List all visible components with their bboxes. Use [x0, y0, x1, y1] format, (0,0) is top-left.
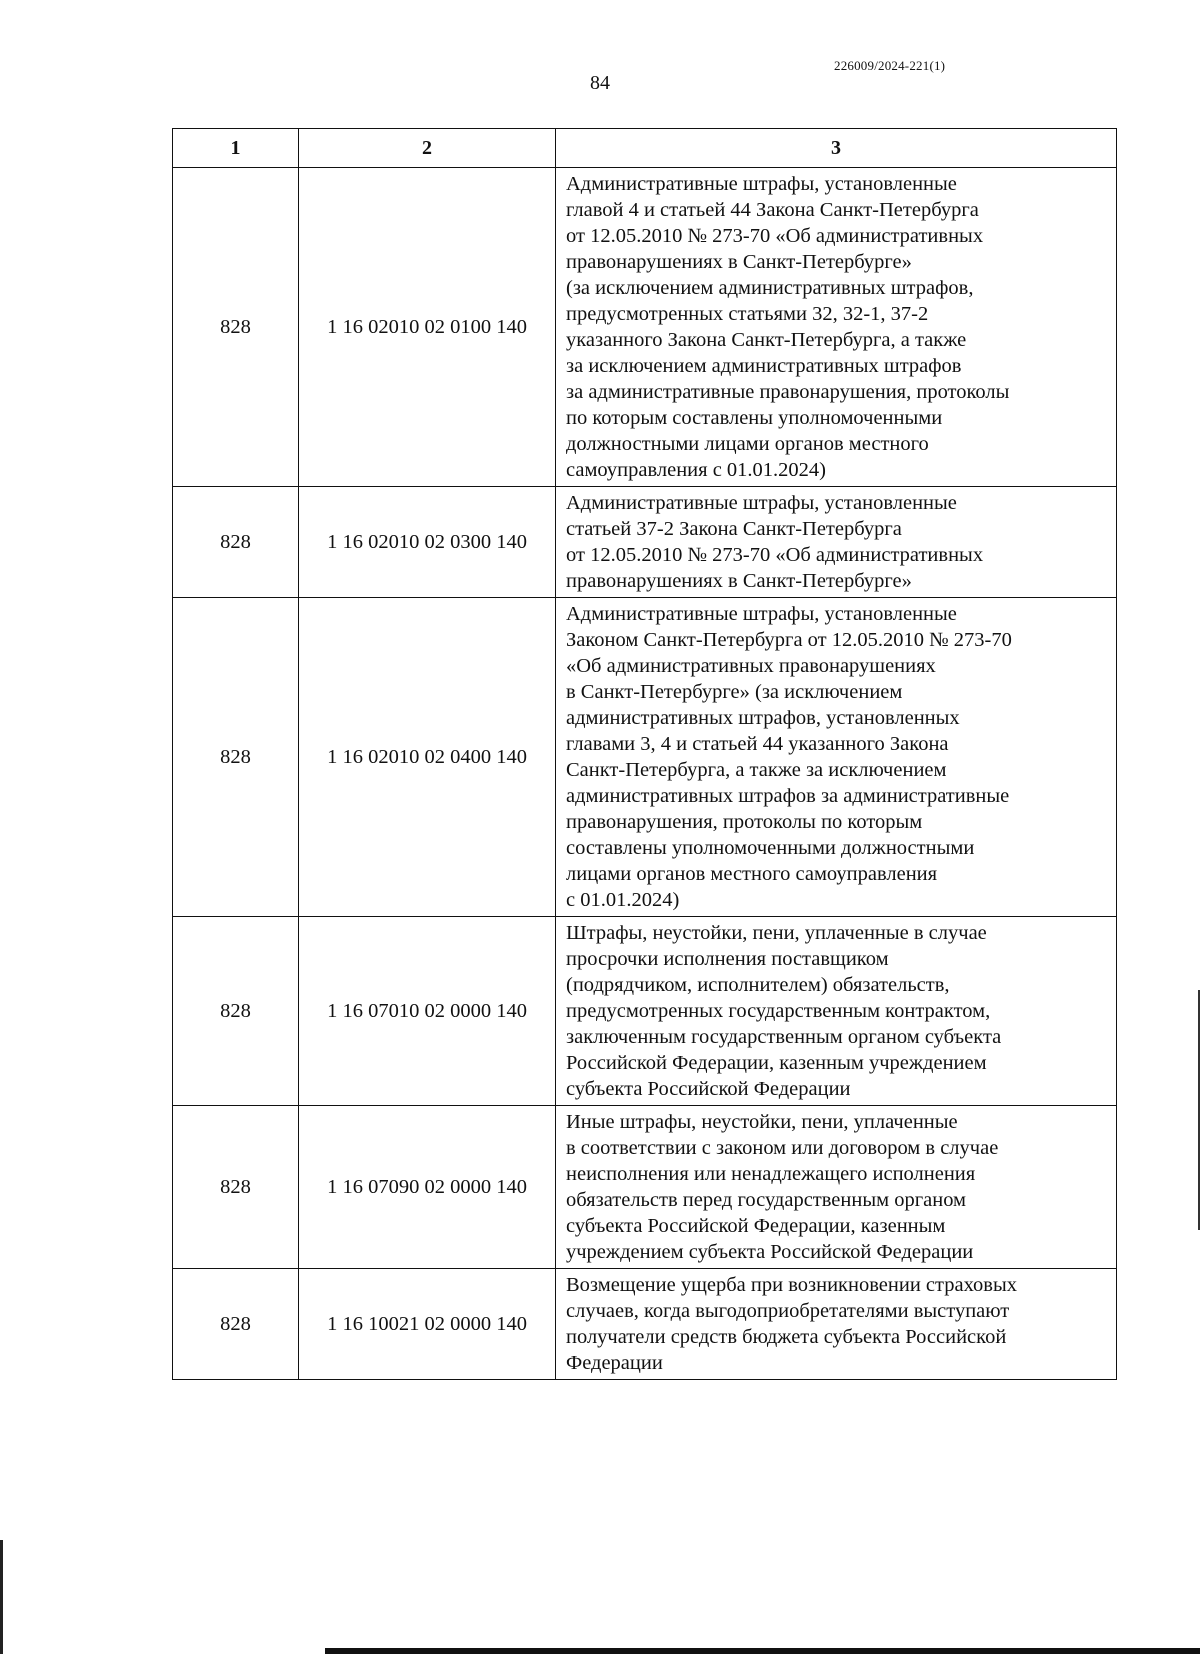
- table-row: [173, 1106, 1117, 1269]
- table-row: [173, 598, 1117, 917]
- administrator-code-cell: 828: [173, 487, 299, 598]
- column-header-1: 1: [173, 129, 299, 168]
- budget-classification-code-cell: 1 16 02010 02 0400 140: [299, 598, 556, 917]
- table-header-row: [173, 129, 1117, 168]
- administrator-code-cell: 828: [173, 1269, 299, 1380]
- revenue-description-cell: Административные штрафы, установленные Законом Санкт-Петербурга от 12.05.2010 № 273-70 «Об административных правонарушениях в Санкт-Петербурге» (за исключением административных штрафов, установленных главами 3, 4 и статьей 44 указанного Закона Санкт-Петербурга, а также за исключением административных штрафов за административные правонарушения, протоколы по которым составлены уполномоченными должностными лицами органов местного самоуправления с 01.01.2024): [556, 598, 1117, 917]
- budget-codes-table: [172, 128, 1117, 1380]
- budget-classification-code-cell: 1 16 02010 02 0300 140: [299, 487, 556, 598]
- budget-classification-code-cell: 1 16 10021 02 0000 140: [299, 1269, 556, 1380]
- administrator-code-cell: 828: [173, 917, 299, 1106]
- administrator-code-cell: 828: [173, 168, 299, 487]
- scan-edge-mark-left: [0, 1540, 3, 1654]
- table-row: [173, 917, 1117, 1106]
- revenue-description-cell: Иные штрафы, неустойки, пени, уплаченные в соответствии с законом или договором в случае неисполнения или ненадлежащего исполнения обязательств перед государственным органом субъекта Российской Федерации, казенным учреждением субъекта Российской Федерации: [556, 1106, 1117, 1269]
- scan-bottom-edge-bar: [325, 1648, 1200, 1654]
- revenue-description-cell: Административные штрафы, установленные статьей 37-2 Закона Санкт-Петербурга от 12.05.2010 № 273-70 «Об административных правонарушениях в Санкт-Петербурге»: [556, 487, 1117, 598]
- document-registration-number: 226009/2024-221(1): [834, 58, 946, 73]
- table-row: [173, 1269, 1117, 1380]
- revenue-description-cell: Возмещение ущерба при возникновении страховых случаев, когда выгодоприобретателями выступают получатели средств бюджета субъекта Российской Федерации: [556, 1269, 1117, 1380]
- revenue-description-cell: Штрафы, неустойки, пени, уплаченные в случае просрочки исполнения поставщиком (подрядчиком, исполнителем) обязательств, предусмотренных государственным контрактом, заключенным государственным органом субъекта Российской Федерации, казенным учреждением субъекта Российской Федерации: [556, 917, 1117, 1106]
- column-header-2: 2: [299, 129, 556, 168]
- budget-classification-code-cell: 1 16 07090 02 0000 140: [299, 1106, 556, 1269]
- table-row: [173, 487, 1117, 598]
- administrator-code-cell: 828: [173, 1106, 299, 1269]
- table-row: [173, 168, 1117, 487]
- budget-classification-code-cell: 1 16 02010 02 0100 140: [299, 168, 556, 487]
- column-header-3: 3: [556, 129, 1117, 168]
- budget-classification-code-cell: 1 16 07010 02 0000 140: [299, 917, 556, 1106]
- administrator-code-cell: 828: [173, 598, 299, 917]
- page-number: 84: [590, 72, 610, 94]
- revenue-description-cell: Административные штрафы, установленные главой 4 и статьей 44 Закона Санкт-Петербурга от 12.05.2010 № 273-70 «Об административных правонарушениях в Санкт-Петербурге» (за исключением административных штрафов, предусмотренных статьями 32, 32-1, 37-2 указанного Закона Санкт-Петербурга, а также за исключением административных штрафов за административные правонарушения, протоколы по которым составлены уполномоченными должностными лицами органов местного самоуправления с 01.01.2024): [556, 168, 1117, 487]
